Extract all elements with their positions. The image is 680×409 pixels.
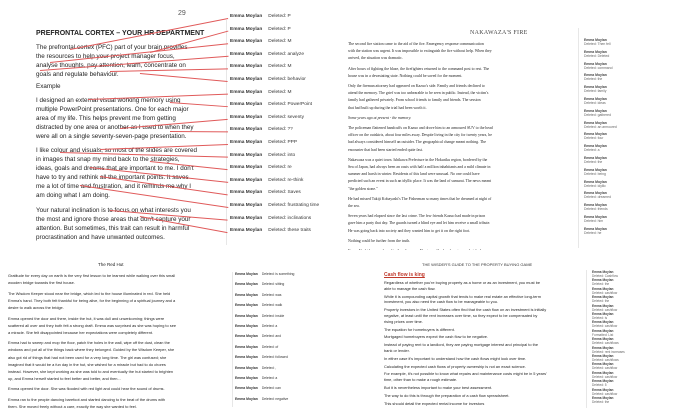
comment-author: Emma Moylan: [592, 337, 614, 342]
comment-text: Deleted: cashflow: [592, 374, 618, 379]
comment-text: Deleted: can: [261, 386, 281, 391]
side-comment: [584, 38, 611, 46]
paragraph-line: attention. But sometimes, this trait can result in harmful: [36, 225, 190, 232]
comment-author: Emma Moylan: [584, 156, 607, 160]
side-comment: [584, 121, 617, 129]
text-line: Emma had to sweep and mop the floor, patch the holes in the wall, wipe off the dust, clean the: [8, 340, 170, 346]
comment-text: Deleted: ,: [261, 365, 277, 370]
text-line: He was going back into society and they wanted him to get it on the right foot.: [348, 228, 471, 233]
side-comment: [584, 191, 611, 199]
comment: [230, 190, 301, 195]
comment-author: Emma Moylan: [584, 38, 607, 42]
comment-text: Deleted: the: [592, 299, 610, 304]
comment: [230, 14, 291, 19]
paragraph-line: analyse thoughts, pay attention, learn, concentrate on: [36, 62, 186, 69]
side-comment: [592, 346, 625, 354]
comment-text: Deleted: was: [261, 292, 282, 297]
comment-author: Emma Moylan: [230, 190, 263, 196]
text-line: family had gathered privately. From school friends to family and friends. The session: [348, 98, 481, 103]
text-line: After hours of fighting the blaze, the firefighters returned to the command post to rest. The: [348, 66, 490, 71]
side-comment: [592, 337, 619, 345]
text-line: rising prices over time.: [384, 318, 423, 324]
text-line: investment, you also need the cash flow to be manageable to you.: [384, 299, 498, 305]
page-title: THE WISDER'S GUIDE TO THE PROPERTY BUYING GAME: [422, 262, 533, 267]
comment: [230, 64, 291, 69]
comment-text: Deleted: re: [268, 165, 292, 171]
paragraph-line: Your natural inclination is to focus on what interests you: [36, 207, 191, 214]
comment: [230, 39, 291, 44]
side-comment: [584, 156, 607, 164]
comment-author: Emma Moylan: [235, 313, 258, 318]
comment: [230, 115, 304, 120]
comment-text: Deleted: cashflow: [592, 366, 618, 371]
document-page-2: [340, 0, 680, 250]
comment-text: Deleted: behavior: [268, 77, 306, 82]
comment-author: Emma Moylan: [235, 355, 258, 360]
comment-text: Deleted: P: [268, 14, 291, 19]
side-comment: [592, 388, 617, 396]
comment-author: Emma Moylan: [584, 120, 607, 125]
comment: [235, 334, 281, 338]
comment-text: Deleted: cashflow: [592, 391, 618, 396]
comment-author: Emma Moylan: [235, 334, 258, 339]
comment-text: Deleted: cashflow: [592, 324, 618, 329]
comment: [230, 203, 319, 208]
text-line: The way to do this is through the preparation of a cash flow spreadsheet.: [384, 392, 510, 398]
comment-author: Emma Moylan: [230, 64, 263, 70]
side-comment: [584, 50, 609, 58]
text-line: the sea.: [348, 204, 360, 208]
text-line: The second fire station came to the aid of the fire. Emergency response communication: [348, 42, 484, 46]
paragraph-line: the most and ignore those areas that don't capture your: [36, 216, 191, 223]
comment-text: Deleted: Cashflow: [592, 274, 618, 278]
comment-text: Deleted: a: [584, 148, 600, 153]
text-line: Gratitude for every day on earth is the very first lesson to be learned while walking over this small: [8, 273, 176, 278]
comment: [230, 140, 297, 145]
side-comment: [592, 287, 617, 295]
comment-margin-divider: [578, 28, 579, 248]
paragraph-line: distracted by one area or another as I used to when they: [36, 124, 194, 131]
text-line: time, other than to make a rough estimate.: [384, 377, 458, 383]
text-line: arrived, the situation was dramatic.: [348, 56, 403, 61]
text-line: Property investors in the United States often find that the cash flow on an investment is initially: [384, 307, 547, 313]
text-line: Nakawaza was a quiet town. Ishikawa Prefecture in the Hokuriku region, bordered by the: [348, 157, 488, 162]
side-comment: [584, 168, 607, 176]
comment-text: Deleted: seventy: [268, 114, 304, 120]
comment-text: Deleted: idyllic: [584, 183, 606, 188]
comment: [235, 272, 294, 276]
comment-author: Emma Moylan: [230, 152, 263, 158]
side-comment: [592, 354, 619, 362]
comment-author: Emma Moylan: [230, 177, 263, 183]
comment: [235, 345, 278, 349]
comment-text: Formatted: List: [592, 332, 614, 337]
text-line: able to manage the cash flow.: [384, 285, 436, 291]
text-line: bank or lender.: [384, 348, 410, 353]
comment-margin-divider: [226, 20, 227, 245]
text-line: Regardless of whether you're buying property as a home or as an investment, you must be: [384, 280, 541, 285]
comment-text: Deleted: PPP: [268, 140, 298, 145]
paragraph-line: Example: [36, 83, 61, 90]
comment-connector: [140, 73, 228, 82]
comment-text: Deleted: 5: [592, 383, 607, 388]
text-line: up, and Emma herself started to feel better and better, and then...: [8, 375, 121, 381]
comment-author: Emma Moylan: [230, 102, 263, 108]
text-line: Emma ran to the people dancing barefoot and started dancing to the beat of the drums with: [8, 397, 166, 402]
side-comment: [584, 62, 612, 70]
side-comment: [584, 132, 607, 140]
comment-author: Emma Moylan: [584, 61, 607, 66]
text-line: windows and put all of the things back where they belonged. Guided by the Wisdom Keeper, she: [8, 347, 175, 353]
comment-author: Emma Moylan: [592, 379, 614, 384]
comment-text: Deleted: walk: [261, 303, 283, 308]
paragraph-line: procrastination and have unwanted outcomes.: [36, 234, 165, 241]
document-page-4: [340, 258, 680, 409]
comment-text: Deleted: inclinations: [268, 215, 312, 221]
comment-author: Emma Moylan: [235, 292, 258, 297]
text-line: them. She moved freely without a care, exactly the way she wanted to feel.: [8, 404, 137, 409]
comment-text: Deleted: these traits: [268, 228, 311, 234]
comment-text: Deleted: the: [592, 282, 610, 287]
comment-author: Emma Moylan: [230, 140, 263, 145]
comment-author: Emma Moylan: [592, 270, 614, 274]
comment-text: Deleted: negative: [261, 396, 289, 401]
comment: [230, 102, 312, 107]
comment: [230, 153, 295, 158]
comment-author: Emma Moylan: [592, 396, 614, 400]
text-line: instead. However, she kept working as she was told to and eventually the hut started to brighten: [8, 368, 174, 374]
text-line: encounter that had been started ended quite fast.: [348, 147, 423, 152]
comment-author: Emma Moylan: [592, 286, 614, 291]
side-comment: [592, 329, 613, 337]
text-line: officer on the outskirts, about four miles away. Despite living in the city for twenty years, he: [348, 133, 492, 138]
side-comment: [584, 215, 607, 223]
comment-text: Deleted: of: [261, 344, 279, 349]
comment-text: Deleted: M: [268, 64, 292, 70]
comment-author: Emma Moylan: [584, 49, 607, 54]
comment: [235, 376, 277, 380]
comment-author: Emma Moylan: [230, 39, 263, 45]
comment-text: Deleted: being: [584, 171, 606, 176]
comment-text: Deleted: a: [261, 376, 278, 380]
comment-text: Deleted: ??: [268, 127, 293, 133]
comment-text: Deleted: M: [268, 89, 292, 95]
section-heading: Cash flow is king: [384, 272, 425, 278]
comment-text: Deleted: him: [584, 219, 604, 223]
text-line: negative, at least until the rent increases over time, so they expect to be compensated by: [384, 313, 538, 318]
text-line: with the station was urgent. It was impossible to extinguish the fire without help. When they: [348, 49, 492, 54]
comment-author: Emma Moylan: [230, 77, 263, 82]
comment-text: Deleted: into: [268, 152, 296, 158]
text-line: attend the memory. The grief was too unbearable to be seen in public. Instead, the victim's: [348, 91, 489, 96]
comment-author: Emma Moylan: [592, 312, 614, 316]
comment-margin-divider: [586, 270, 587, 408]
side-comment: [584, 203, 608, 211]
text-line: The Wisdom Keeper stood near the bridge, which led to the house illuminated in red. She held: [8, 290, 171, 296]
paragraph-line: in images that snap my mind back to the strategies,: [36, 156, 180, 163]
comment-author: Emma Moylan: [230, 127, 263, 133]
comment-text: Deleted: a: [261, 324, 278, 328]
comment: [235, 303, 282, 307]
comment-text: Deleted: Saves: [268, 190, 301, 196]
comment: [235, 282, 284, 286]
comment-author: Emma Moylan: [592, 295, 614, 300]
comment-text: Deleted: M: [268, 39, 292, 45]
comment-author: Emma Moylan: [592, 320, 614, 325]
comment-author: Emma Moylan: [584, 144, 607, 149]
text-line: summer and harsh in winter. Residents of this land were unusual. No one could have: [348, 172, 480, 177]
comment-text: Deleted: is something: [261, 272, 295, 276]
side-comment: [584, 85, 607, 93]
text-line: In either case it's important to understand how the cash flows might look over time.: [384, 355, 527, 361]
comment-author: Emma Moylan: [230, 89, 263, 95]
comment-author: Emma Moylan: [235, 272, 258, 276]
page-number: 29: [178, 10, 186, 17]
comment: [235, 324, 277, 328]
comment-text: Deleted: and: [261, 334, 282, 339]
text-line: gave him a party that day. The guards turned a blind eye and let him receive a small tribute.: [348, 221, 491, 226]
comment-text: Deleted: the: [584, 160, 603, 164]
text-line: wooden bridge towards the first house.: [8, 280, 75, 286]
side-comment: [592, 379, 613, 387]
text-line: also got rid of things that had not been used for a very long time. The girl was confused; she: [8, 354, 167, 360]
comment-author: Emma Moylan: [235, 344, 258, 349]
text-line: Nothing could be further from the truth.: [348, 238, 411, 243]
comment: [230, 165, 292, 170]
comment-text: Deleted: Then fell: [584, 42, 611, 46]
paragraph-line: ideas, goals and dreams that are important to me. I don't: [36, 165, 194, 172]
comment-text: Deleted: PowerPoint: [268, 102, 312, 108]
comment-author: Emma Moylan: [230, 26, 263, 32]
side-comment: [584, 97, 607, 105]
text-line: that had built up during the trial had been worth it.: [348, 105, 427, 110]
paragraph-line: I designed an external visual working memory using: [36, 97, 181, 104]
comment-text: Deleted: P: [268, 26, 291, 32]
side-comment: [592, 396, 613, 404]
comment-text: Deleted: analyze: [268, 51, 304, 57]
text-line: had always considered himself an outsider. The geographical change meant nothing. The: [348, 140, 487, 145]
side-comment: [592, 270, 618, 278]
text-line: The equation for homebuyers is different.: [384, 326, 455, 332]
paragraph-line: me a lot of time and frustration, and it reminds me why I: [36, 183, 192, 190]
text-line: predicted such an event in such an idyllic place. It was the land of samurai. The news meant: [348, 179, 492, 184]
comment: [230, 77, 306, 82]
comment: [235, 314, 284, 318]
comment-text: Deleted: sitting: [261, 282, 285, 287]
text-line: While it is compounding capital growth that tends to make real estate an effective long-term: [384, 293, 541, 299]
comment-author: Emma Moylan: [230, 114, 263, 120]
comment-author: Emma Moylan: [235, 303, 258, 308]
comment-author: Emma Moylan: [592, 370, 614, 375]
comment-author: Emma Moylan: [230, 228, 263, 234]
comment-author: Emma Moylan: [230, 215, 263, 221]
side-comment: [584, 180, 607, 188]
comment-text: Deleted: followed: [261, 355, 288, 360]
comment: [230, 216, 311, 221]
comment-author: Emma Moylan: [584, 203, 607, 208]
comment-text: Deleted: he: [584, 230, 602, 235]
text-line: He had missed Takiji Kobayashi's The Fisherman so many times that he dreamed at night of: [348, 196, 492, 201]
text-line: Only the fireman attorney had appeared on Kazuo's side. Family and friends declined to: [348, 84, 485, 88]
paragraph-line: I like colour and visuals, so most of the slides are covered: [36, 147, 197, 154]
comment-author: Emma Moylan: [584, 191, 607, 196]
comment-author: Emma Moylan: [584, 73, 607, 78]
side-comment: [584, 144, 607, 152]
text-line: [348, 249, 486, 250]
comment-text: Deleted: rent increases: [592, 349, 625, 354]
comment-text: Deleted: cashflow: [592, 290, 618, 295]
text-line: "the golden stone.": [348, 186, 378, 191]
comment-text: Deleted: Deleted: [584, 53, 610, 58]
comment-author: Emma Moylan: [592, 345, 614, 350]
comment-text: Deleted: frustrating time: [268, 203, 320, 208]
document-page-1: [0, 0, 338, 250]
comment-text: Deleted: is: [592, 316, 608, 320]
comment-author: Emma Moylan: [235, 324, 258, 328]
side-comment: [584, 227, 607, 235]
comment-author: Emma Moylan: [230, 165, 263, 171]
comment: [230, 90, 291, 95]
page-title: NAKAWAZA'S FIRE: [470, 30, 528, 36]
text-line: Some years ago at present - the memory.: [348, 115, 412, 120]
paragraph-line: were all on a single seventy-seven-page presentation.: [36, 133, 187, 140]
comment: [235, 293, 281, 297]
side-comment: [592, 278, 613, 286]
comment-author: Emma Moylan: [230, 203, 263, 208]
comment-text: Deleted: cashflows: [592, 341, 619, 346]
document-page-3: [0, 258, 338, 409]
comment-text: Deleted: inside: [261, 313, 285, 318]
comment-text: Deleted: gathered: [584, 112, 611, 117]
paragraph-line: am doing what I am doing.: [36, 192, 110, 199]
paragraph-line: multiple PowerPoint presentations. One for each major: [36, 106, 189, 113]
text-line: Emma opened the door. She was flooded with red light and could hear the sound of drums.: [8, 386, 165, 392]
text-line: But it is nevertheless important to make your best assessment.: [384, 385, 493, 390]
paragraph-line: The prefrontal cortex (PFC) part of your brain provides: [36, 44, 188, 51]
comment-author: Emma Moylan: [235, 282, 258, 287]
comment: [230, 228, 311, 233]
text-line: Emma opened the door and there, inside the hut, it was dull and unwelcoming; things were: [8, 315, 165, 321]
paragraph-line: area of my life. This helps prevent me from getting: [36, 115, 176, 122]
comment-author: Emma Moylan: [584, 226, 607, 231]
comment-author: Emma Moylan: [230, 14, 263, 19]
side-comment: [592, 295, 613, 303]
text-line: a miracle. She felt disappointed because her expectations were completely different.: [8, 329, 154, 335]
paragraph-line: goals and regulate behaviour.: [36, 71, 119, 78]
side-comment: [592, 320, 617, 328]
comment-text: Deleted: cashflows: [592, 358, 619, 362]
comment-author: Emma Moylan: [235, 376, 258, 380]
comment-text: Deleted: family: [584, 89, 607, 94]
comment-author: Emma Moylan: [584, 215, 607, 219]
text-line: scattered all over and they both felt a strong draft. Emma was surprised as she was hoping to see: [8, 322, 177, 328]
comment: [230, 127, 293, 132]
side-comment: [592, 312, 613, 320]
paragraph-line: have to try and rethink all the important points. It saves: [36, 174, 189, 181]
comment-author: Emma Moylan: [235, 396, 258, 401]
comment-margin-divider: [232, 272, 233, 407]
comment-author: Emma Moylan: [584, 108, 607, 113]
comment: [230, 52, 304, 57]
comment: [235, 355, 288, 359]
comment-author: Emma Moylan: [230, 51, 263, 57]
page-title: The Red Hut: [98, 262, 124, 267]
comment: [235, 397, 288, 401]
comment-text: Deleted: dreamed: [584, 195, 611, 200]
comment-text: Deleted: the: [584, 77, 603, 82]
text-line: Calculating the expected cash flows of property ownership is not an exact science.: [384, 363, 526, 369]
comment-author: Emma Moylan: [592, 278, 614, 283]
text-line: Seven years had elapsed since the last crime. The few friends Kazuo had made in prison: [348, 214, 486, 219]
text-line: Emma's hand. They both felt thankful for being alive, for the beginning of a spiritual journey and a: [8, 297, 176, 303]
page-title: PREFRONTAL CORTEX – YOUR HR DEPARTMENT: [36, 30, 205, 37]
text-line: The policeman flattened handcuffs on Kazuo and drove him to an armoured SUV to the head: [348, 126, 493, 130]
comment-author: Emma Moylan: [584, 167, 607, 172]
comment: [230, 27, 291, 32]
comment-text: Deleted: ideas: [584, 101, 606, 105]
comment-author: Emma Moylan: [592, 387, 614, 392]
comment-text: Deleted: the: [592, 400, 610, 404]
text-line: Sea of Japan, had always been an oasis with half a million inhabitants and a mild climate in: [348, 165, 491, 169]
side-comment: [592, 304, 617, 312]
comment-author: Emma Moylan: [584, 85, 607, 90]
text-line: imagined that it would be a fun day in the hut, she wished for a miracle but had to do chores: [8, 361, 166, 367]
text-line: This should detail the expected rental income for investors: [384, 400, 485, 406]
comment-author: Emma Moylan: [592, 354, 614, 358]
comment-text: Deleted: four: [584, 136, 604, 141]
comment-text: Deleted: cashflow: [592, 307, 618, 312]
text-line: Instead of paying rent to a landlord, they are paying mortgage interest and principal to the: [384, 342, 538, 348]
comment: [235, 386, 281, 390]
side-comment: [584, 109, 611, 117]
comment-author: Emma Moylan: [592, 328, 614, 333]
comment-author: Emma Moylan: [592, 362, 614, 367]
comment-author: Emma Moylan: [584, 97, 607, 101]
comment-text: Deleted: an armoured: [584, 124, 617, 129]
comment: [230, 178, 303, 183]
side-comment: [592, 362, 617, 370]
side-comment: [592, 371, 617, 379]
comment-author: Emma Moylan: [584, 179, 607, 184]
comment-author: Emma Moylan: [235, 386, 258, 391]
comment-author: Emma Moylan: [235, 365, 258, 370]
text-line: Mortgaged homebuyers expect the cash flow to be negative.: [384, 334, 489, 340]
comment-author: Emma Moylan: [592, 303, 614, 308]
comment-text: Deleted: re-think: [268, 177, 304, 183]
comment-text: Deleted: command: [584, 65, 613, 70]
comment: [235, 366, 276, 370]
text-line: desire to walk across the bridge.: [8, 304, 64, 310]
comment-author: Emma Moylan: [584, 132, 607, 137]
text-line: For example, it's not possible to know what repairs and maintenance costs might be in 5 years': [384, 371, 547, 377]
side-comment: [584, 73, 607, 81]
text-line: house was in a devastating state. Nothing could be saved for the moment.: [348, 73, 463, 78]
comment-text: Deleted: friends: [584, 207, 608, 212]
paragraph-line: the resources to help your project manager focus,: [36, 53, 175, 60]
